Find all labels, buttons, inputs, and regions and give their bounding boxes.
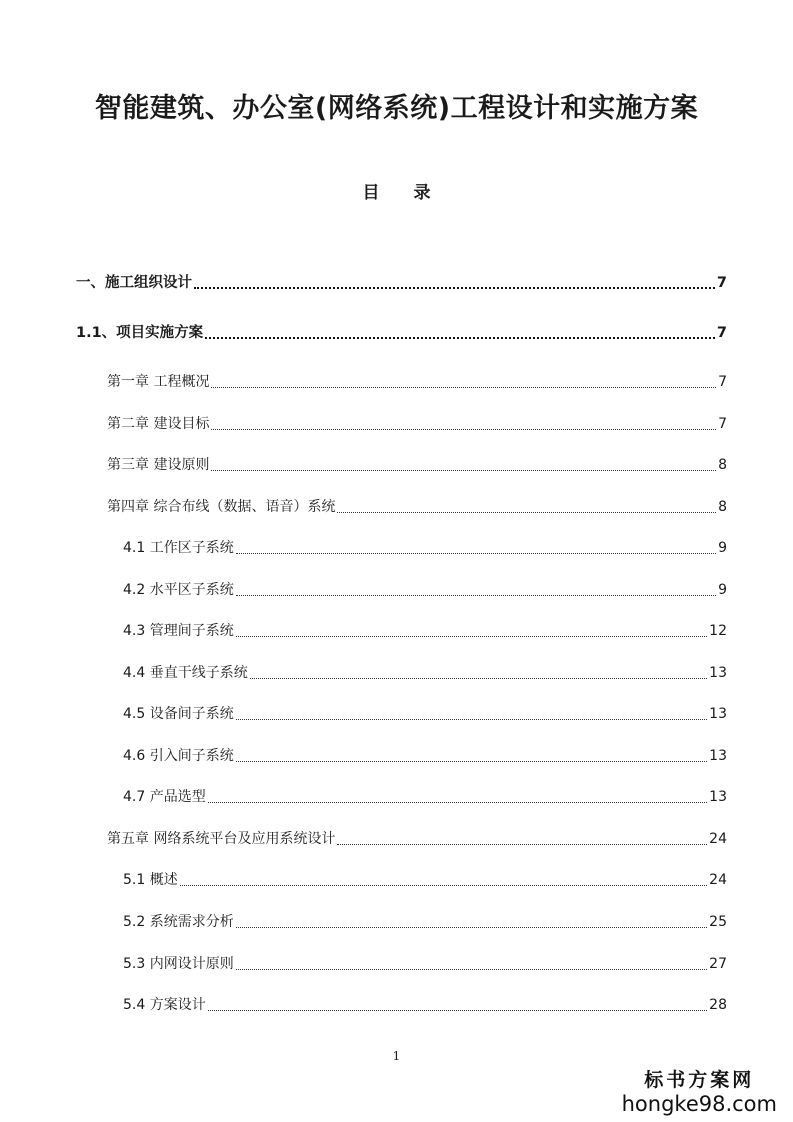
toc-entry[interactable] [76, 272, 727, 294]
toc-entry[interactable] [123, 703, 727, 725]
toc-entry[interactable] [123, 786, 727, 808]
dot-leader [211, 470, 716, 471]
dot-leader [180, 885, 707, 886]
toc-entry[interactable] [123, 579, 727, 601]
toc-entry-text: 第一章 工程概况 [107, 374, 210, 390]
toc-entry-page: 8 [718, 457, 727, 473]
watermark-cn-text: 标书方案网 [644, 1069, 755, 1091]
toc-entry-page: 8 [718, 499, 727, 515]
toc-entry-text: 4.2 水平区子系统 [123, 582, 234, 598]
toc-entry[interactable] [107, 828, 727, 850]
toc-entry-page: 12 [709, 623, 727, 639]
toc-entry-text: 第二章 建设目标 [107, 416, 210, 432]
toc-entry[interactable] [123, 620, 727, 642]
toc-entry-text: 第三章 建设原则 [107, 457, 210, 473]
toc-entry-page: 13 [709, 665, 727, 681]
toc-entry-page: 13 [709, 706, 727, 722]
toc-entry[interactable] [76, 322, 727, 344]
dot-leader [250, 678, 707, 679]
toc-entry-page: 25 [709, 914, 727, 930]
toc-entry-text: 第四章 综合布线（数据、语音）系统 [107, 499, 336, 515]
toc-entry-page: 24 [709, 872, 727, 888]
toc-entry-text: 5.3 内网设计原则 [123, 956, 234, 972]
toc-entry[interactable] [123, 953, 727, 975]
watermark-logo [622, 1068, 777, 1116]
toc-entry-page: 7 [716, 325, 727, 341]
toc-entry[interactable] [107, 496, 727, 518]
toc-entry[interactable] [107, 413, 727, 435]
toc-entry-page: 27 [709, 956, 727, 972]
toc-entry-text: 5.4 方案设计 [123, 997, 206, 1013]
toc-entry[interactable] [123, 537, 727, 559]
dot-leader [211, 429, 716, 430]
toc-entry[interactable] [123, 662, 727, 684]
dot-leader [236, 969, 707, 970]
toc-heading: 目录 [362, 183, 465, 203]
dot-leader [236, 927, 707, 928]
dot-leader [236, 553, 716, 554]
toc-entry[interactable] [123, 911, 727, 933]
toc-entry-text: 4.4 垂直干线子系统 [123, 665, 248, 681]
toc-entry-text: 4.3 管理间子系统 [123, 623, 234, 639]
toc-entry[interactable] [107, 371, 727, 393]
toc-entry[interactable] [123, 745, 727, 767]
dot-leader [236, 636, 707, 637]
toc-entry-page: 13 [709, 748, 727, 764]
toc-entry[interactable] [123, 869, 727, 891]
watermark-domain-text: hongke98.com [621, 1092, 777, 1116]
dot-leader [236, 719, 707, 720]
toc-entry-text: 4.5 设备间子系统 [123, 706, 234, 722]
dot-leader [236, 595, 716, 596]
page-number: 1 [392, 1049, 401, 1063]
dot-leader [337, 844, 707, 845]
dot-leader [236, 761, 707, 762]
toc-entry-page: 24 [709, 831, 727, 847]
toc-entry-page: 28 [709, 997, 727, 1013]
dot-leader [208, 1010, 707, 1011]
dot-leader [211, 387, 716, 388]
toc-entry-page: 9 [718, 540, 727, 556]
toc-entry-text: 4.1 工作区子系统 [123, 540, 234, 556]
toc-entry-page: 7 [718, 374, 727, 390]
toc-entry[interactable] [123, 994, 727, 1016]
document-title: 智能建筑、办公室(网络系统)工程设计和实施方案 [94, 93, 699, 124]
toc-entry-text: 4.7 产品选型 [123, 789, 206, 805]
dot-leader [208, 802, 707, 803]
toc-entry-text: 1.1、项目实施方案 [76, 325, 204, 341]
toc-entry-text: 4.6 引入间子系统 [123, 748, 234, 764]
dot-leader [337, 512, 716, 513]
toc-entry-page: 13 [709, 789, 727, 805]
toc-entry-page: 7 [716, 275, 727, 291]
toc-entry-page: 7 [718, 416, 727, 432]
dot-leader [205, 337, 715, 339]
toc-entry-text: 一、施工组织设计 [76, 275, 192, 291]
toc-entry-text: 5.1 概述 [123, 872, 178, 888]
toc-entry[interactable] [107, 454, 727, 476]
dot-leader [194, 287, 715, 289]
toc-entry-page: 9 [718, 582, 727, 598]
toc-entry-text: 第五章 网络系统平台及应用系统设计 [107, 831, 336, 847]
toc-entry-text: 5.2 系统需求分析 [123, 914, 234, 930]
